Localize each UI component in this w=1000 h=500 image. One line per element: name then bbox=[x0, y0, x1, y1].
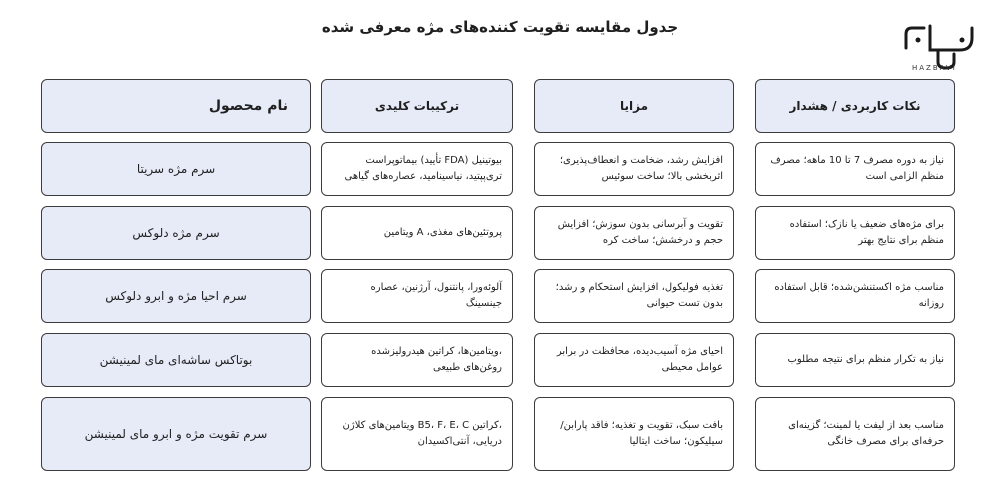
header-notes: نکات کاربردی / هشدار bbox=[755, 79, 955, 133]
table-cell-advantages: تغذیه فولیکول، افزایش استحکام و رشد؛ بدون تست حیوانی bbox=[534, 269, 734, 323]
header-advantages: مزایا bbox=[534, 79, 734, 133]
table-cell-advantages: احیای مژه آسیب‌دیده، محافظت در برابر عوامل محیطی bbox=[534, 333, 734, 387]
table-cell-notes: نیاز به تکرار منظم برای نتیجه مطلوب bbox=[755, 333, 955, 387]
table-cell-notes: مناسب مژه اکستنشن‌شده؛ قابل استفاده روزانه bbox=[755, 269, 955, 323]
table-cell-ingredients: ،ویتامین‌ها، کراتین هیدرولیزشده روغن‌های طبیعی bbox=[321, 333, 513, 387]
page-title: جدول مقایسه تقویت کننده‌های مژه معرفی شده bbox=[321, 18, 679, 36]
table-cell-ingredients: ،کراتین B5، F، E، C ویتامین‌های کلاژن دریایی، آنتی‌اکسیدان bbox=[321, 397, 513, 471]
table-cell-product-name: سرم احیا مژه و ابرو دلوکس bbox=[41, 269, 311, 323]
table-cell-ingredients: بیوتینیل (FDA تأیید) بیماتوپراست تری‌پپتید، نیاسینامید، عصاره‌های گیاهی bbox=[321, 142, 513, 196]
header-ingredients: ترکیبات کلیدی bbox=[321, 79, 513, 133]
table-cell-product-name: سرم تقویت مژه و ابرو مای لمینیشن bbox=[41, 397, 311, 471]
table-cell-product-name: سرم مژه دلوکس bbox=[41, 206, 311, 260]
table-cell-product-name: سرم مژه سریتا bbox=[41, 142, 311, 196]
header-product-name: نام محصول bbox=[41, 79, 311, 133]
table-cell-ingredients: آلوئه‌ورا، پانتنول، آرژنین، عصاره جینسینگ bbox=[321, 269, 513, 323]
brand-logo-text: HAZBAVI bbox=[912, 64, 957, 72]
table-cell-advantages: بافت سبک، تقویت و تغذیه؛ فاقد پارابن/سیلیکون؛ ساخت ایتالیا bbox=[534, 397, 734, 471]
table-cell-advantages: تقویت و آبرسانی بدون سوزش؛ افزایش حجم و درخشش؛ ساخت کره bbox=[534, 206, 734, 260]
table-cell-advantages: افزایش رشد، ضخامت و انعطاف‌پذیری؛ اثربخشی بالا؛ ساخت سوئیس bbox=[534, 142, 734, 196]
table-cell-notes: برای مژه‌های ضعیف یا نازک؛ استفاده منظم برای نتایج بهتر bbox=[755, 206, 955, 260]
table-cell-notes: نیاز به دوره مصرف 7 تا 10 ماهه؛ مصرف منظم الزامی است bbox=[755, 142, 955, 196]
table-cell-product-name: بوتاکس ساشه‌ای مای لمینیشن bbox=[41, 333, 311, 387]
table-cell-ingredients: پروتئین‌های مغذی، A ویتامین bbox=[321, 206, 513, 260]
table-cell-notes: مناسب بعد از لیفت یا لمینت؛ گزینه‌ای حرفه‌ای برای مصرف خانگی bbox=[755, 397, 955, 471]
